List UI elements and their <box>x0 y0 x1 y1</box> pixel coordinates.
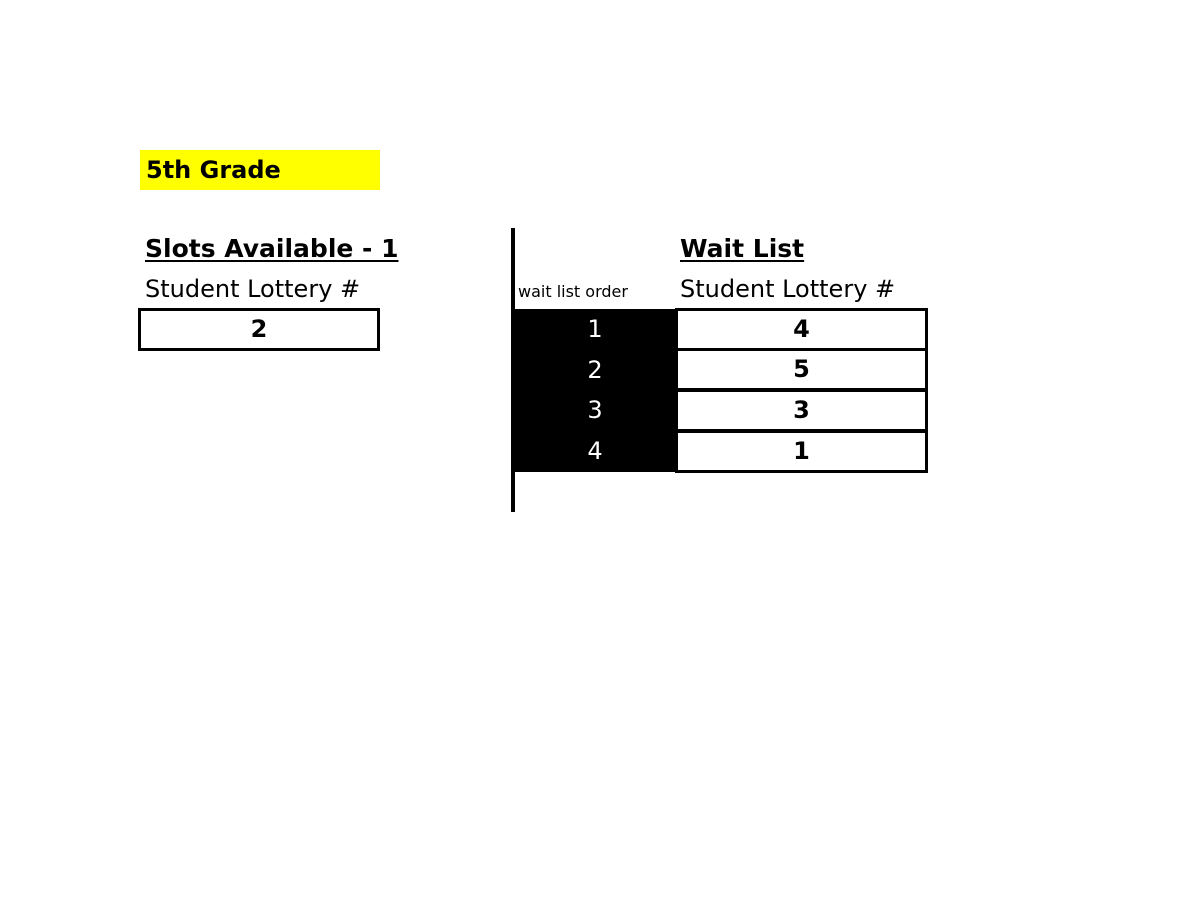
wait-list-lottery-cell: 4 <box>675 308 928 351</box>
wait-list-lottery-cell: 1 <box>675 430 928 473</box>
wait-list-order-cell: 4 <box>515 431 675 472</box>
slots-column-label: Student Lottery # <box>145 275 361 303</box>
slots-available-heading: Slots Available - 1 <box>145 234 399 263</box>
grade-title: 5th Grade <box>140 150 380 190</box>
wait-list-lottery-cell: 3 <box>675 389 928 432</box>
selected-lottery-cell: 2 <box>138 308 380 351</box>
wait-list-order-label: wait list order <box>518 282 628 301</box>
wait-list-column-label: Student Lottery # <box>680 275 896 303</box>
wait-list-heading: Wait List <box>680 234 805 263</box>
wait-list-order-cell: 1 <box>515 309 675 350</box>
wait-list-order-cell: 3 <box>515 390 675 431</box>
wait-list-lottery-cell: 5 <box>675 348 928 391</box>
wait-list-order-cell: 2 <box>515 350 675 391</box>
